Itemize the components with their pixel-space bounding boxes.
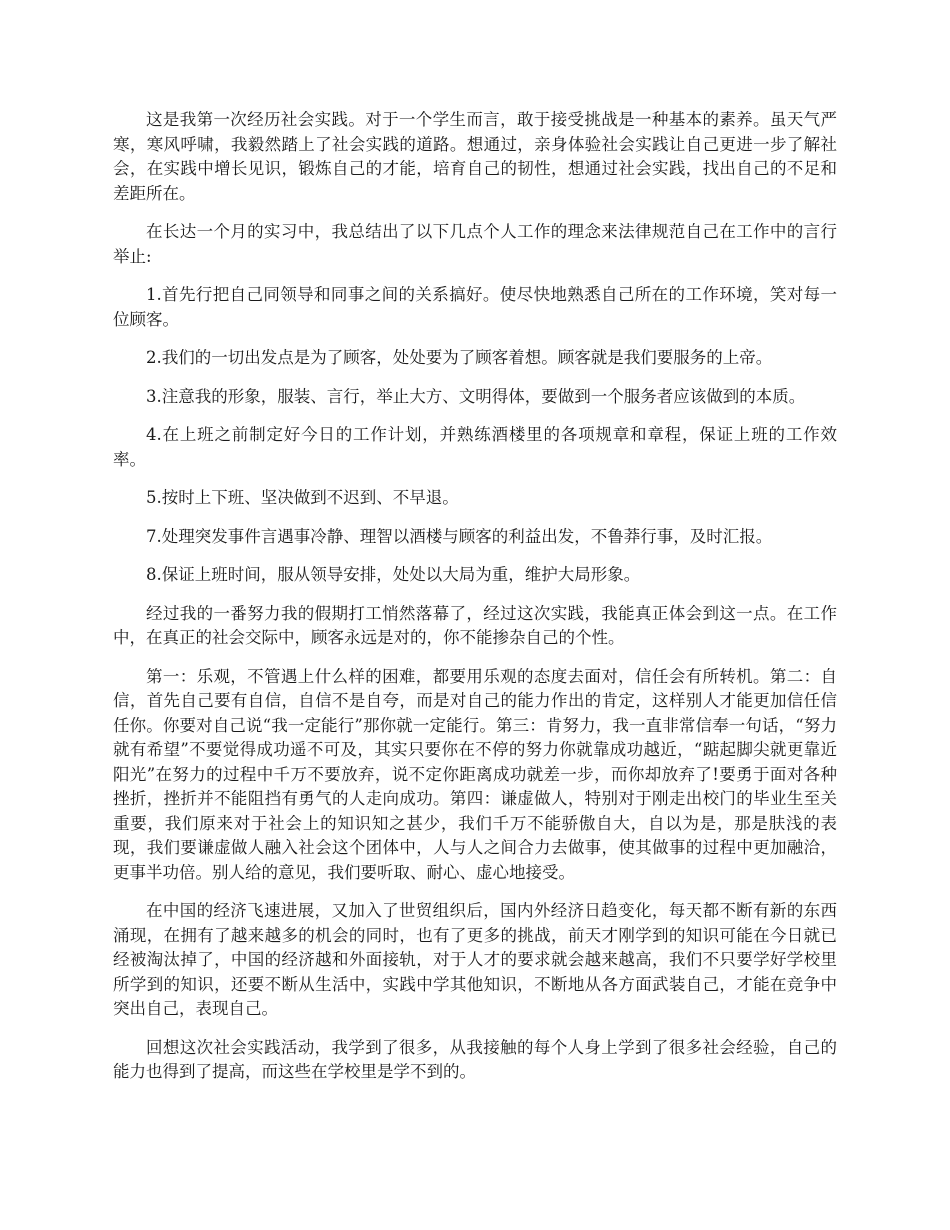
paragraph-principles: 第一：乐观，不管遇上什么样的困难，都要用乐观的态度去面对，信任会有所转机。第二：自信，首先自己要有自信，自信不是自夸，而是对自己的能力作出的肯定，这样别人才能更加信任信任你。你要对自己说“我一定能行”那你就一定能行。第三：肯努力，我一直非常信奉一句话，“努力就有希望”不要觉得成功遥不可及，其实只要你在不停的努力你就靠成功越近，“踮起脚尖就更靠近阳光”在努力的过程中千万不要放弃，说不定你距离成功就差一步，而你却放弃了!要勇于面对各种挫折，挫折并不能阻挡有勇气的人走向成功。第四：谦虚做人，特别对于刚走出校门的毕业生至关重要，我们原来对于社会上的知识知之甚少，我们千万不能骄傲自大，自以为是，那是肤浅的表现，我们要谦虚做人融入社会这个团体中，人与人之间合力去做事，使其做事的过程中更加融洽，更事半功倍。别人给的意见，我们要听取、耐心、虚心地接受。 (113, 666, 837, 882)
list-item-5: 5.按时上下班、坚决做到不迟到、不早退。 (146, 488, 459, 507)
list-item-4: 4.在上班之前制定好今日的工作计划，并熟练酒楼里的各项规章和章程，保证上班的工作效率。 (113, 425, 837, 469)
list-item-2: 2.我们的一切出发点是为了顾客，处处要为了顾客着想。顾客就是我们要服务的上帝。 (146, 348, 773, 367)
paragraph-intro: 这是我第一次经历社会实践。对于一个学生而言，敢于接受挑战是一种基本的素养。虽天气严寒，寒风呼啸，我毅然踏上了社会实践的道路。想通过，亲身体验社会实践让自己更进一步了解社会，在实践中增长见识，锻炼自己的才能，培育自己的韧性，想通过社会实践，找出自己的不足和差距所在。 (113, 110, 837, 203)
list-item-7: 7.处理突发事件言遇事冷静、理智以酒楼与顾客的利益出发，不鲁莽行事，及时汇报。 (146, 526, 773, 546)
paragraph-summary: 在长达一个月的实习中，我总结出了以下几点个人工作的理念来法律规范自己在工作中的言行举止: (113, 222, 837, 266)
document-body (113, 108, 837, 1099)
list-item-3: 3.注意我的形象，服装、言行，举止大方、文明得体，要做到一个服务者应该做到的本质。 (146, 386, 806, 406)
list-item-1: 1.首先行把自己同领导和同事之间的关系搞好。使尽快地熟悉自己所在的工作环境，笑对每一位顾客。 (113, 285, 837, 329)
paragraph-economy: 在中国的经济飞速进展，又加入了世贸组织后，国内外经济日趋变化，每天都不断有新的东西涌现，在拥有了越来越多的机会的同时，也有了更多的挑战，前天才刚学到的知识可能在今日就已经被淘汰掉了，中国的经济越和外面接轨，对于人才的要求就会越来越高，我们不只要学好学校里所学到的知识，还要不断从生活中，实践中学其他知识，不断地从各方面武装自己，才能在竞争中突出自己，表现自己。 (113, 901, 837, 1018)
list-item-8: 8.保证上班时间，服从领导安排，处处以大局为重，维护大局形象。 (146, 565, 641, 584)
paragraph-conclusion: 回想这次社会实践活动，我学到了很多，从我接触的每个人身上学到了很多社会经验，自己的能力也得到了提高，而这些在学校里是学不到的。 (113, 1037, 837, 1081)
paragraph-reflection: 经过我的一番努力我的假期打工悄然落幕了，经过这次实践，我能真正体会到这一点。在工作中，在真正的社会交际中，顾客永远是对的，你不能掺杂自己的个性。 (113, 603, 837, 647)
